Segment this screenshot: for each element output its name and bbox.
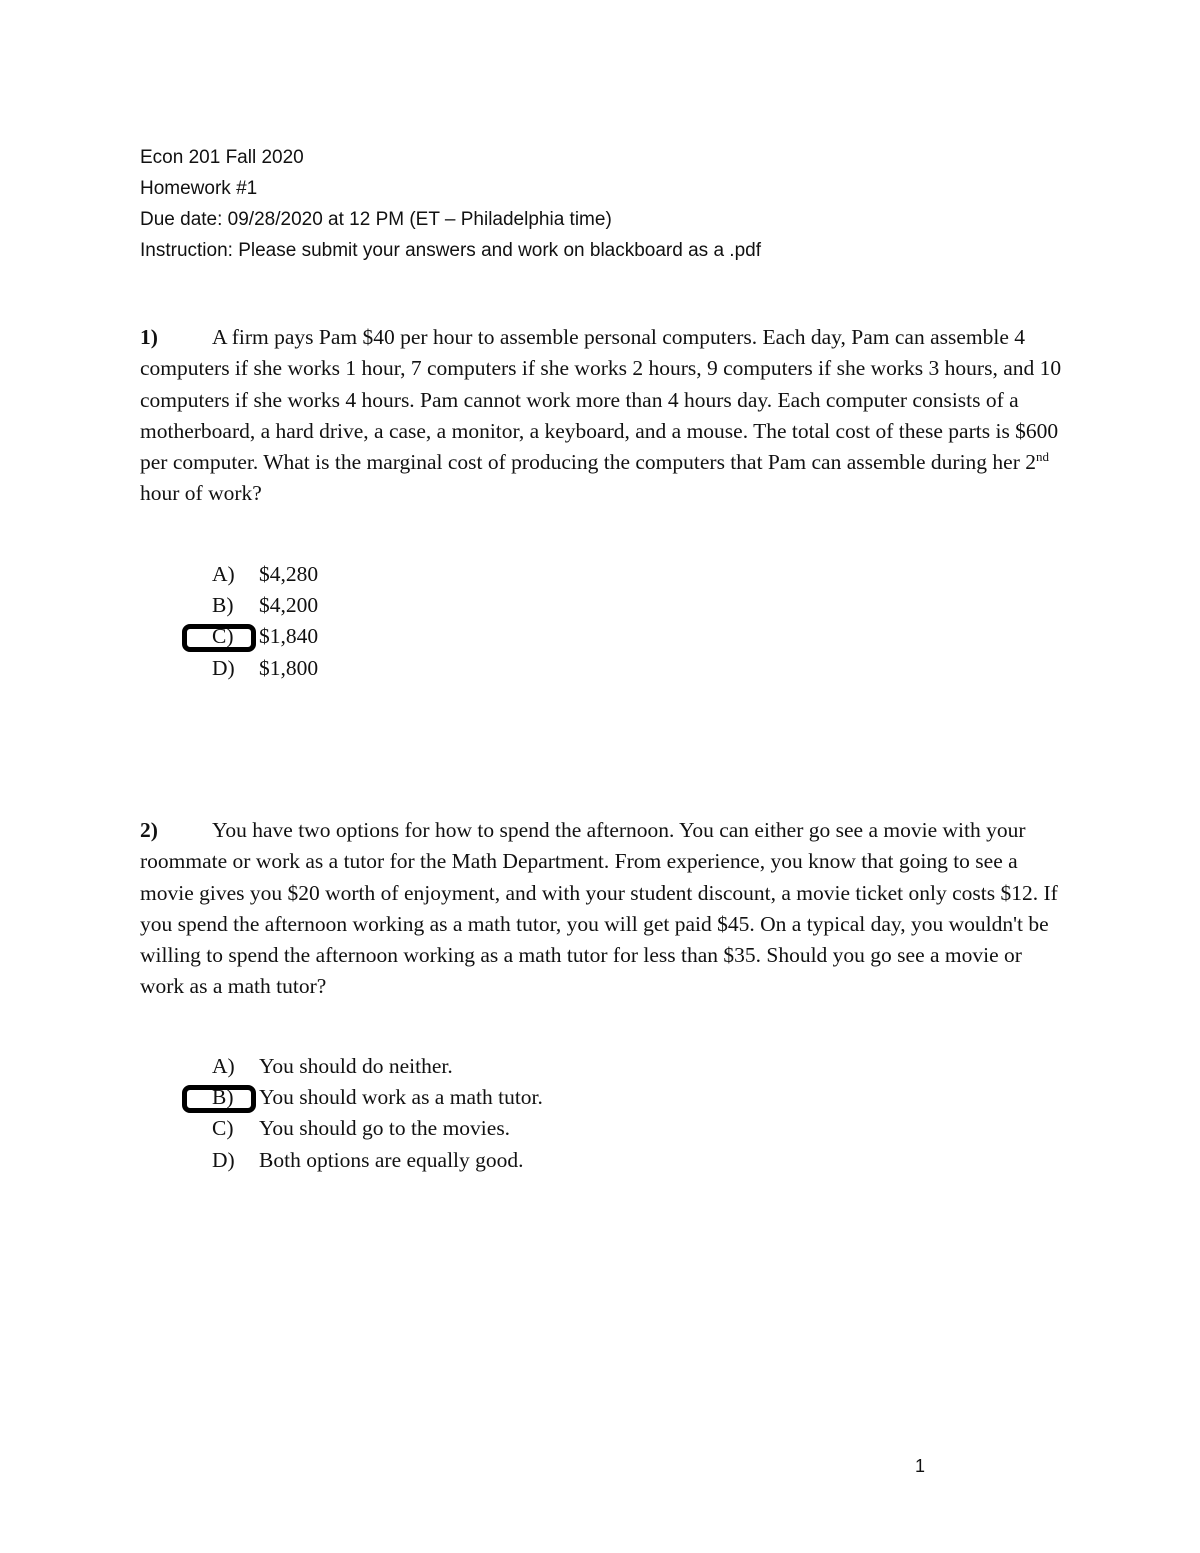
option-letter: A) xyxy=(212,1054,235,1078)
option-d[interactable] xyxy=(212,653,318,684)
option-letter: C) xyxy=(212,624,234,649)
option-letter: B) xyxy=(212,593,234,618)
page-number: 1 xyxy=(915,1456,926,1476)
instruction: Instruction: Please submit your answers and work on blackboard as a .pdf xyxy=(140,240,761,261)
option-c[interactable] xyxy=(212,1113,543,1144)
question-1-number: 1) xyxy=(140,325,158,349)
question-1-text: A firm pays Pam $40 per hour to assemble personal computers. Each day, Pam can assemble 4 computers if she works 1 hour, 7 computers if she works 2 hours, 9 computers if she works 3 hours, and 10 computers if she works 4 hours. Pam cannot work more than 4 hours day. Each computer consists of a motherboard, a hard drive, a case, a monitor, a keyboard, and a mouse. The total cost of these parts is $600 per computer. What is the marginal cost of producing the computers that Pam can assemble during her 2nd hour of work? xyxy=(140,325,1062,506)
selected-answer-circle xyxy=(182,624,256,652)
question-2-options xyxy=(212,1051,543,1176)
option-letter: D) xyxy=(212,655,235,680)
option-text: $1,840 xyxy=(259,624,319,649)
option-c[interactable] xyxy=(212,621,318,652)
option-text: $4,200 xyxy=(259,593,319,618)
option-d[interactable] xyxy=(212,1145,543,1176)
option-text: Both options are equally good. xyxy=(259,1147,524,1172)
course-title: Econ 201 Fall 2020 xyxy=(140,147,304,168)
ordinal-superscript: nd xyxy=(1036,449,1049,465)
option-text: You should do neither. xyxy=(259,1054,453,1078)
option-a[interactable] xyxy=(212,559,318,590)
option-text: You should go to the movies. xyxy=(259,1116,511,1141)
homework-title: Homework #1 xyxy=(140,178,258,199)
question-1-options xyxy=(212,559,318,684)
option-letter: B) xyxy=(212,1085,234,1110)
option-text: You should work as a math tutor. xyxy=(259,1085,543,1110)
due-date: Due date: 09/28/2020 at 12 PM (ET – Philadelphia time) xyxy=(140,209,612,230)
option-text: $1,800 xyxy=(259,655,319,680)
option-letter: D) xyxy=(212,1147,235,1172)
option-b[interactable] xyxy=(212,590,318,621)
question-2-text: You have two options for how to spend the afternoon. You can either go see a movie with your roommate or work as a tutor for the Math Department. From experience, you know that going to see a movie gives you $20 worth of enjoyment, and with your student discount, a movie ticket only costs $12. If you spend the afternoon working as a math tutor, you will get paid $45. On a typical day, you wouldn't be willing to spend the afternoon working as a math tutor for less than $35. Should you go see a movie or work as a math tutor? xyxy=(140,818,1058,999)
document-header xyxy=(140,142,761,266)
question-2 xyxy=(140,815,1070,1003)
option-letter: A) xyxy=(212,562,235,586)
question-2-number: 2) xyxy=(140,818,158,842)
option-b[interactable] xyxy=(212,1082,543,1113)
selected-answer-circle xyxy=(182,1085,256,1113)
option-text: $4,280 xyxy=(259,562,319,586)
option-letter: C) xyxy=(212,1116,234,1141)
option-a[interactable] xyxy=(212,1051,543,1082)
question-1 xyxy=(140,322,1070,510)
